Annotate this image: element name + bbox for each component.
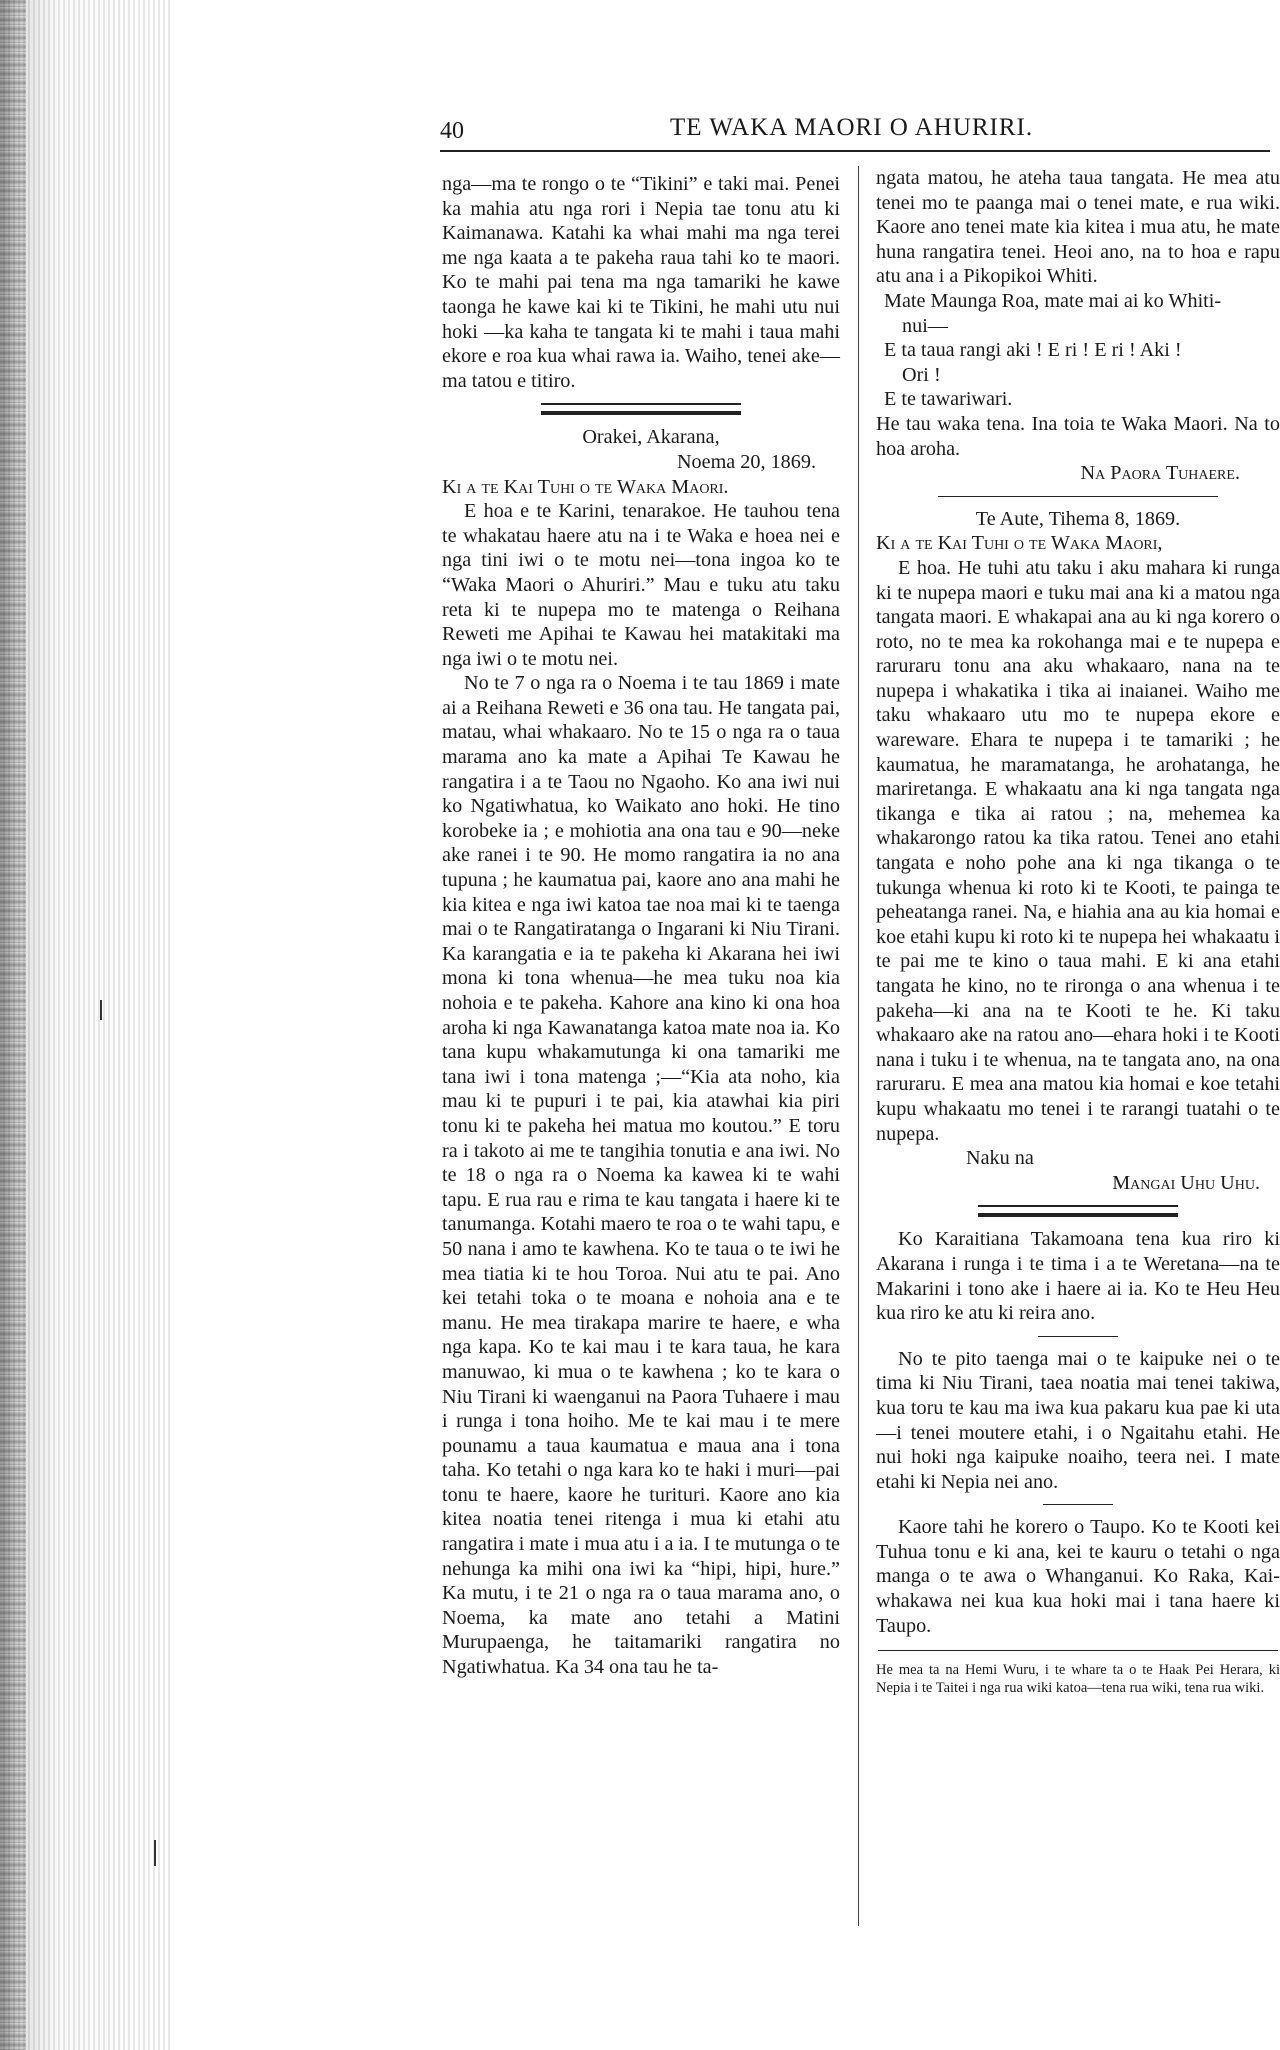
printer-imprint: He mea ta na Hemi Wuru, i te whare ta o te Haak Pei Herara, ki Nepia i te Taitei i nga rua wiki katoa—tena rua wiki, tena rua wiki. [876, 1662, 1280, 1697]
letter-place: Orakei, Akarana, [582, 426, 720, 449]
signature: Na Paora Tuhaere. [1080, 462, 1240, 485]
double-rule [541, 403, 741, 415]
news-paragraph: Ko Karaitiana Takamoana tena kua riro ki Akarana i runga i te tima i a te Weretana—na te Makarini i tono ake i haere ai ia. Ko te Heu Heu kua riro ke atu ki reira ano. [876, 1228, 1280, 1325]
column-divider [858, 166, 859, 1926]
letter-paragraph: E hoa e te Karini, tenarakoe. He tauhou tena te whakatau haere atu na i te Waka e hoea nei e nga tini iwi o te motu nei—tona ingoa ko te “Waka Maori o Ahuriri.” Mau e tuku atu taku reta ki te nupepa mo te matenga o Reihana Reweti me Apihai te Kawau hei matakitaki ma nga iwi o te motu nei. [442, 500, 840, 670]
letter-place: Te Aute, Tihema 8, 1869. [975, 507, 1181, 530]
header-rule [440, 150, 1270, 152]
signature-lead: Naku na [966, 1147, 1034, 1170]
page-number: 40 [440, 118, 464, 144]
scan-artifact [154, 1840, 156, 1866]
chant-line: Mate Maunga Roa, mate mai ai ko Whiti- [884, 289, 1222, 312]
chant-line: Ori ! [902, 363, 941, 386]
binding-shadow [0, 0, 26, 2050]
column-right [876, 166, 1280, 1697]
letter-closing: He tau waka tena. Ina toia te Waka Maori. Na to hoa aroha. [876, 412, 1280, 460]
signature: Mangai Uhu Uhu. [1112, 1171, 1260, 1194]
letter-paragraph: No te 7 o nga ra o Noema i te tau 1869 i mate ai a Reihana Reweti e 36 ona tau. He tangata pai, matau, whai whakaaro. No te 15 o nga ra o taua marama ano ka mate a Apihai Te Kawau he rangatira i a te Taou no Ngaoho. Ko ana iwi nui ko Ngatiwhatua, ko Waikato ano hoki. He tino korobeke ia ; e mohiotia ana ona tau e 90—neke ake ranei i te 90. He momo rangatira ia no ana tupuna ; he kaumatua pai, kaore ano ana mahi he kia kitea e nga iwi katoa tae noa mai ki te taenga mai o te Rangatiratanga o Ingarani ki Niu Tirani. Ka karangatia e ia te pakeha ki Akarana hei iwi mona ki tona whenua—he mea tuku noa kia nohoia e te pakeha. Kahore ana kino ki ona hoa aroha ki nga Kawanatanga katoa mate noa ia. Ko tana kupu whakamutunga ki ona tamariki me tana iwi i tona matenga ;—“Kia ata noho, kia mau ki te pupuri i te pai, kia atawhai kia piri tonu ki te pakeha hei matua mo koutou.” E toru ra i takoto ai me te tangihia tonutia e ana iwi. No te 18 o nga ra o Noema ka kawea ki te wahi tapu. E rua rau e rima te kau tangata i haere ki te tanumanga. Kotahi maero te roa o te wahi tapu, e 50 nana i amo te kawhena. Ko te taua o te iwi he mea tiatia ki te hou Toroa. Nui atu te pai. Ano kei tetahi toka o te moana e nohoia ana e te manu. He mea tirakapa marire te haere, e wha nga kapa. Ko te kai mau i te kara taua, he kara manuwao, ki mua o te kawhena ; ko te kara o Niu Tirani ki waenganui na Paora Tuhaere i mau i runga i tona hoiho. Me te kai mau i te mere pounamu a taua kaumatua e maua ana i tona taha. Ko tetahi o nga kara ko te haki i muri—pai tonu te haere, kaore he turituri. Kaore ano kia kitea noatia tenei ritenga i mua ki etahi atu rangatira i mate i mua atu i a ia. I te mutunga o te nehunga ka mihi ona iwi ka “hipi, hipi, hure.” Ka mutu, i te 21 o nga ra o taua marama ano, o Noema, ka mate ano tetahi a Matini Murupaenga, he taitamariki rangatira no Ngatiwhatua. Ka 34 ona tau he ta- [442, 672, 840, 1679]
rule [1043, 1504, 1113, 1505]
scan-artifact [100, 1000, 102, 1020]
chant-line: E ta taua rangi aki ! E ri ! E ri ! Aki ! [884, 339, 1182, 362]
column-left [442, 172, 840, 1680]
rule [1038, 1336, 1118, 1337]
imprint-rule [878, 1650, 1278, 1651]
chant-line: E te tawariwari. [884, 388, 1013, 411]
continued-paragraph: nga—ma te rongo o te “Tikini” e taki mai. Penei ka mahia atu nga rori i Nepia tae tonu atu ki Kaimanawa. Katahi ka whai mahi ma nga terei me nga kaata a te pakeha raua tahi ko te maori. Ko te mahi pai tena ma nga tamariki he kawe taonga he kawe kai ki te Tikini, he mahi utu nui hoki —ka kaha te tangata ki te mahi i taua mahi ekore e roa kua whai rawa ia. Waiho, tenei ake—ma tatou e titiro. [442, 173, 840, 392]
double-rule [978, 1205, 1178, 1217]
letter-date: Noema 20, 1869. [676, 450, 816, 473]
continued-paragraph: ngata matou, he ateha taua tangata. He mea atu tenei mo te paanga mai o tenei mate, e rua wiki. Kaore ano tenei mate kia kitea i mua atu, he mate huna rangatira tenei. Heoi ano, na to hoa e rapu atu ana i a Pikopikoi Whiti. [876, 167, 1280, 288]
letter-paragraph: E hoa. He tuhi atu taku i aku mahara ki runga ki te nupepa maori e tuku mai ana ki a matou nga tangata maori. E whakapai ana au ki nga korero o roto, no te mea ka rokohanga mai e te nupepa e raruraru tonu ana aku whakaaro, nana na te nupepa i whakatika i tika ai inaianei. Waiho me taku whakaaro utu mo te nupepa ekore e wareware. Ehara te nupepa i te tamariki ; he kaumatua, he maramatanga, he arohatanga, he mariretanga. E whakaatu ana ki nga tangata nga tikanga e tika ai ratou ; na, mehemea ka whakarongo ratou ka tika ratou. Tenei ano etahi tangata e noho pohe ana ki nga tikanga o te tukunga whenua ki roto ki te Kooti, te painga te peheatanga ranei. Na, e hiahia ana au kia homai e koe etahi kupu ki roto ki te nupepa hei whakaatu i te pai me te kino o taua mahi. E ki ana etahi tangata he kino, no te rironga o ana whenua i te pakeha—ki ana na te Kooti te he. Ki taku whakaaro ake na ratou ano—ehara hoki i te Kooti nana i tuku i te whenua, na te tangata ano, na ona raruraru. E mea ana matou kia homai e koe tetahi kupu whakaatu mo tenei i te rarangi tuatahi o te nupepa. [876, 556, 1280, 1145]
news-paragraph: No te pito taenga mai o te kaipuke nei o te tima ki Niu Tirani, taea noatia mai tenei takiwa, kua toru te kau ma iwa kua pakaru kua pae ki uta—i tenei moutere etahi, i o Ngaitahu etahi. He nui hoki nga kaipuke noaiho, teera nei. I mate etahi ki Nepia nei ano. [876, 1347, 1280, 1493]
letter-salutation: Ki a te Kai Tuhi o te Waka Maori. [442, 475, 729, 498]
rule [938, 496, 1218, 497]
letter-salutation: Ki a te Kai Tuhi o te Waka Maori, [876, 532, 1163, 555]
chant-line: nui— [902, 314, 948, 337]
running-title: TE WAKA MAORI O AHURIRI. [670, 114, 1034, 141]
news-paragraph: Kaore tahi he korero o Taupo. Ko te Kooti kei Tuhua tonu e ki ana, kei te kauru o tetahi o nga manga o te awa o Whanganui. Ko Raka, Kai-whakawa nei kua kua hoki mai i tana haere ki Taupo. [876, 1516, 1280, 1637]
chant [876, 289, 1280, 412]
